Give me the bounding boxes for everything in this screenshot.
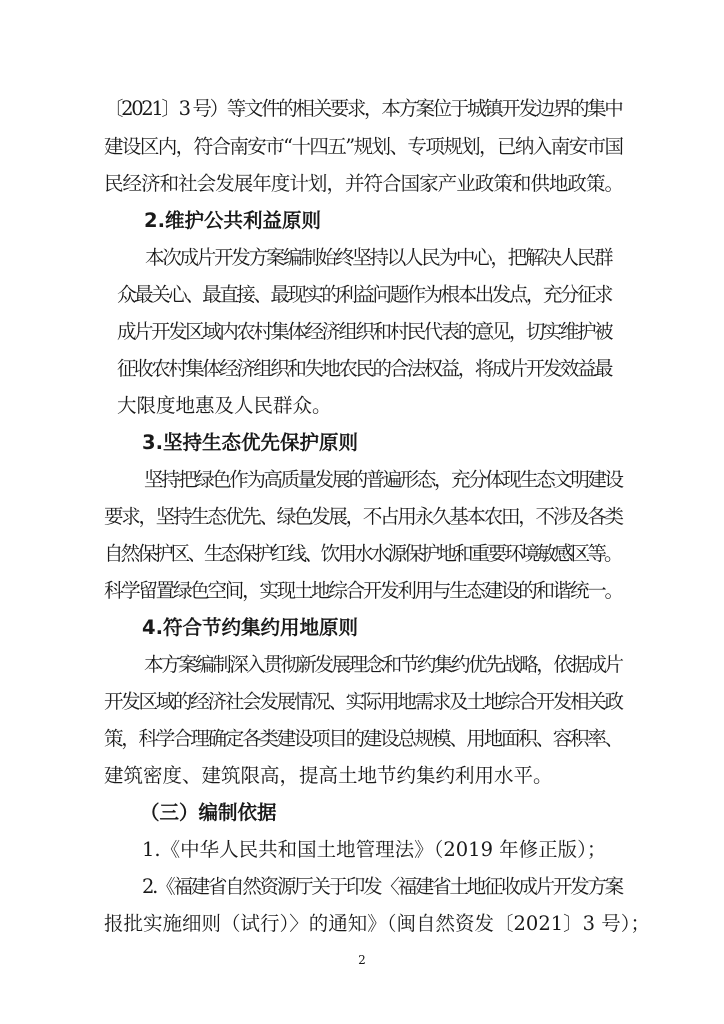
section-4-line-1: 本方案编制深入贯彻新发展理念和节约集约优先战略，依据成片: [144, 653, 622, 676]
basis-item-2-line-1: 2.《福建省自然资源厅关于印发〈福建省土地征收成片开发方案: [142, 875, 622, 898]
section-4-line-4: 建筑密度、建筑限高，提高土地节约集约利用水平。: [104, 764, 553, 787]
section-2-line-1: 本次成片开发方案编制始终坚持以人民为中心，把解决人民群: [145, 246, 612, 269]
section-2-line-3: 成片开发区域内农村集体经济组织和村民代表的意见，切实维护被: [117, 320, 612, 343]
section-4-line-2: 开发区域的经济社会发展情况、实际用地需求及土地综合开发相关政: [104, 690, 622, 713]
section-2-line-5: 大限度地惠及人民群众。: [117, 394, 332, 417]
section-3-line-2: 要求，坚持生态优先、绿色发展，不占用永久基本农田，不涉及各类: [104, 505, 622, 528]
intro-line-1: 〔2021〕3 号）等文件的相关要求，本方案位于城镇开发边界的集中: [104, 97, 622, 120]
section-2-line-2: 众最关心、最直接、最现实的利益问题作为根本出发点，充分征求: [117, 283, 612, 306]
section-4-heading: 4.符合节约集约用地原则: [142, 616, 358, 639]
section-4-line-3: 策，科学合理确定各类建设项目的建设总规模、用地面积、容积率、: [104, 727, 622, 750]
intro-line-2: 建设区内，符合南安市“十四五”规划、专项规划，已纳入南安市国: [104, 135, 623, 158]
section-3-line-4: 科学留置绿色空间，实现土地综合开发利用与生态建设的和谐统一。: [104, 579, 622, 602]
section-2-line-4: 征收农村集体经济组织和失地农民的合法权益，将成片开发效益最: [117, 357, 612, 380]
section-3-heading: 3.坚持生态优先保护原则: [142, 431, 358, 454]
section-3-line-3: 自然保护区、生态保护红线、饮用水水源保护地和重要环境敏感区等。: [104, 542, 621, 565]
section-2-heading: 2.维护公共利益原则: [144, 209, 321, 232]
intro-line-3: 民经济和社会发展年度计划，并符合国家产业政策和供地政策。: [104, 172, 624, 195]
section-3-line-1: 坚持把绿色作为高质量发展的普遍形态，充分体现生态文明建设: [144, 468, 622, 491]
basis-heading: （三）编制依据: [140, 801, 277, 824]
basis-item-2-line-2: 报批实施细则（试行）〉的通知》（闽自然资发〔2021〕3 号）；: [104, 912, 650, 935]
basis-item-1: 1.《中华人民共和国土地管理法》（2019 年修正版）；: [142, 838, 607, 861]
page-number: 2: [358, 953, 366, 967]
